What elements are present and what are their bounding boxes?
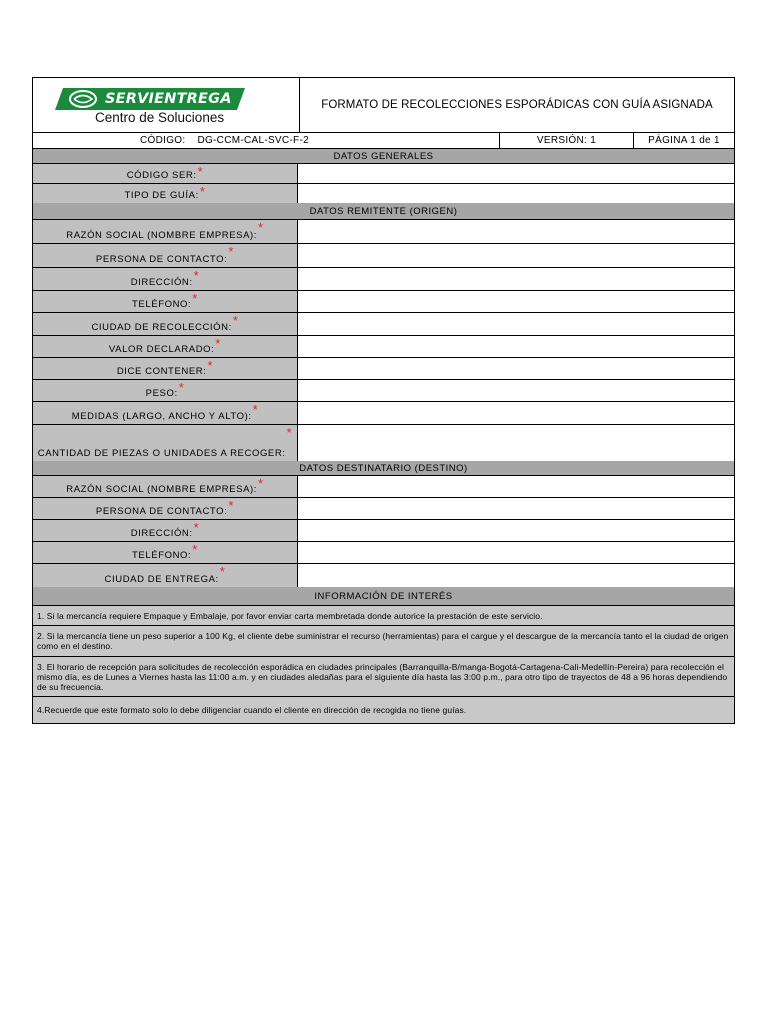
field-label-text: DIRECCIÓN: (130, 528, 193, 539)
form-field-row (33, 291, 734, 313)
field-label-text: PERSONA DE CONTACTO: (95, 254, 228, 265)
field-label-text: DICE CONTENER: (116, 366, 207, 377)
form-field-row (33, 542, 734, 564)
field-input[interactable] (298, 244, 734, 267)
field-label-text: PESO: (145, 388, 178, 399)
required-asterisk: * (258, 220, 264, 235)
info-item: 1. Si la mercancía requiere Empaque y Embalaje, por favor enviar carta membretada donde autorice la prestación de este servicio. (33, 606, 734, 626)
info-item: 2. Si la mercancía tiene un peso superior a 100 Kg, el cliente debe suministrar el recurso (herramientas) para el cargue y el descargue de la mercancía tanto el la ciudad de origen como en el destino. (33, 626, 734, 657)
field-label (33, 542, 298, 563)
field-label (33, 291, 298, 312)
field-input[interactable] (298, 268, 734, 290)
form-field-row (33, 498, 734, 520)
code-value: DG-CCM-CAL-SVC-F-2 (197, 135, 309, 146)
field-label-text: CANTIDAD DE PIEZAS O UNIDADES A RECOGER: (37, 448, 286, 459)
required-asterisk: * (199, 184, 206, 199)
field-label (33, 164, 298, 183)
field-input[interactable] (298, 564, 734, 587)
field-input[interactable] (298, 313, 734, 335)
form-field-row (33, 476, 734, 498)
required-asterisk: * (219, 564, 226, 579)
field-label-text: TIPO DE GUÍA: (124, 190, 199, 201)
required-asterisk: * (286, 425, 293, 440)
field-input[interactable] (298, 542, 734, 563)
form-title: FORMATO DE RECOLECCIONES ESPORÁDICAS CON GUÍA ASIGNADA (321, 99, 713, 111)
required-asterisk: * (228, 244, 235, 259)
field-label-text: VALOR DECLARADO: (108, 344, 215, 355)
field-label (33, 402, 298, 424)
field-label (33, 244, 298, 267)
field-label (33, 313, 298, 335)
servientrega-logo (55, 88, 245, 110)
info-item: 3. El horario de recepción para solicitudes de recolección esporádica en ciudades principales (Barranquilla-B/manga-Bogotá-Cartagena-Cali-Medellín-Pereira) para recolección el mismo día, es de Lunes a Viernes hasta las 11:00 a.m. y en ciudades aledañas para el siguiente día hasta las 3:00 p.m., para otro tipo de trayectos de 48 a 96 horas dependiendo de su frecuencia. (33, 657, 734, 697)
field-label (33, 336, 298, 357)
logo-brand: SERVIENTREGA (105, 91, 232, 107)
field-input[interactable] (298, 498, 734, 519)
info-item: 4.Recuerde que este formato solo lo debe diligenciar cuando el cliente en dirección de recogida no tiene guías. (33, 697, 734, 723)
field-label-text: RAZÓN SOCIAL (NOMBRE EMPRESA): (66, 230, 258, 241)
field-label-text: DIRECCIÓN: (130, 277, 193, 288)
form-field-row (33, 164, 734, 184)
field-label (33, 564, 298, 587)
field-input[interactable] (298, 520, 734, 541)
required-asterisk: * (193, 520, 200, 535)
form-field-row (33, 184, 734, 203)
form-field-row (33, 402, 734, 425)
form-field-row (33, 313, 734, 336)
form-meta (33, 133, 734, 149)
field-input[interactable] (298, 184, 734, 203)
field-label-text: PERSONA DE CONTACTO: (95, 506, 228, 517)
field-label (33, 520, 298, 541)
field-label (33, 184, 298, 203)
page-cell: PÁGINA 1 de 1 (648, 135, 720, 146)
logo-tagline: Centro de Soluciones (95, 110, 225, 125)
field-label-text: CIUDAD DE ENTREGA: (104, 574, 219, 585)
pickup-form (32, 77, 735, 724)
field-label (33, 498, 298, 519)
field-label (33, 358, 298, 379)
form-field-row (33, 520, 734, 542)
form-field-row (33, 336, 734, 358)
form-field-row (33, 564, 734, 587)
field-label-text: MEDIDAS (LARGO, ANCHO Y ALTO): (71, 411, 252, 422)
form-field-row (33, 425, 734, 461)
required-asterisk: * (258, 476, 264, 491)
field-label-text: TELÉFONO: (132, 550, 192, 561)
form-field-row (33, 380, 734, 402)
field-input[interactable] (298, 164, 734, 183)
field-label-text: CIUDAD DE RECOLECCIÓN: (91, 322, 232, 333)
section-sender: DATOS REMITENTE (ORIGEN) (33, 203, 734, 220)
section-general: DATOS GENERALES (33, 149, 734, 164)
section-info: INFORMACIÓN DE INTERÉS (33, 587, 734, 606)
field-input[interactable] (298, 291, 734, 312)
field-label-text: CÓDIGO SER: (126, 170, 197, 181)
version-cell: VERSIÓN: 1 (500, 133, 634, 148)
section-recipient: DATOS DESTINATARIO (DESTINO) (33, 461, 734, 476)
form-field-row (33, 358, 734, 380)
required-asterisk: * (232, 313, 239, 328)
field-label-text: TELÉFONO: (132, 299, 192, 310)
form-field-row (33, 268, 734, 291)
required-asterisk: * (215, 336, 222, 351)
field-input[interactable] (298, 336, 734, 357)
field-input[interactable] (298, 380, 734, 401)
form-field-row (33, 244, 734, 268)
code-cell (33, 133, 500, 148)
field-label (33, 476, 298, 497)
required-asterisk: * (228, 498, 235, 513)
required-asterisk: * (192, 542, 198, 557)
form-field-row (33, 220, 734, 244)
required-asterisk: * (193, 268, 200, 283)
field-input[interactable] (298, 220, 734, 243)
form-header (33, 78, 734, 133)
required-asterisk: * (207, 358, 214, 373)
field-input[interactable] (298, 358, 734, 379)
required-asterisk: * (178, 380, 185, 395)
field-label (33, 425, 298, 461)
field-input[interactable] (298, 425, 734, 461)
field-label (33, 220, 298, 243)
code-label: CÓDIGO: (140, 135, 186, 146)
required-asterisk: * (252, 402, 259, 417)
required-asterisk: * (192, 291, 198, 306)
required-asterisk: * (197, 164, 204, 179)
logo-cell (33, 78, 300, 132)
field-label-text: RAZÓN SOCIAL (NOMBRE EMPRESA): (66, 484, 258, 495)
field-input[interactable] (298, 476, 734, 497)
field-input[interactable] (298, 402, 734, 424)
field-label (33, 268, 298, 290)
field-label (33, 380, 298, 401)
